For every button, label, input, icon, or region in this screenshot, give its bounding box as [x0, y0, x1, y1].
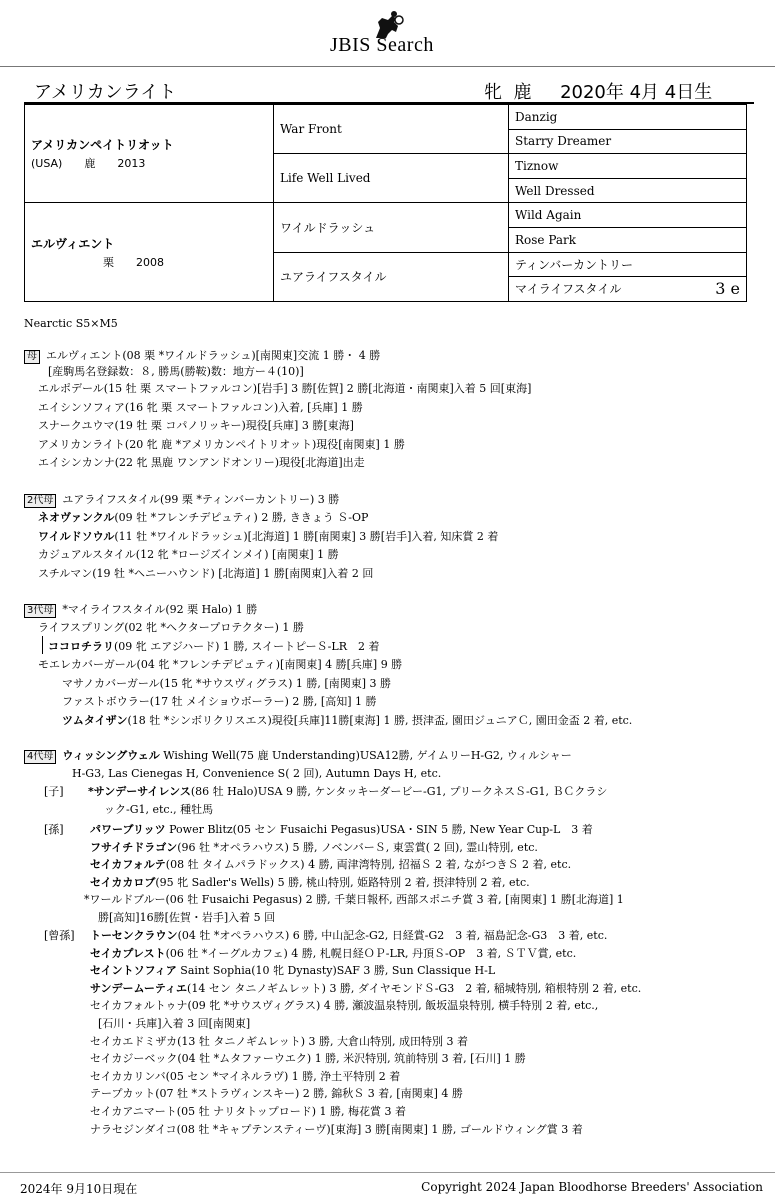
g3-tag: 3代母 [24, 604, 56, 618]
header-divider [0, 66, 775, 67]
sire-cell[interactable] [25, 105, 274, 203]
ggs-cell[interactable]: Well Dressed [509, 178, 747, 203]
grandchild-name[interactable]: セイカフォルテ [90, 858, 166, 872]
grandchild-name[interactable]: フサイチドラゴン [90, 840, 178, 854]
g3-progeny-item [62, 713, 632, 729]
child-line [88, 784, 607, 800]
ggchild-item [98, 1016, 250, 1032]
ggs-cell[interactable] [509, 277, 747, 302]
ggchild-item [90, 1086, 463, 1102]
dam-progeny-item [38, 455, 365, 471]
grandchild-name[interactable]: セイカカロブ [90, 875, 156, 889]
g2-progeny-item-rest: (09 牡 *フレンチデピュティ) 2 勝, ききょう Ｓ-OP [114, 511, 369, 524]
g2-progeny-item-name[interactable]: ワイルドソウル [38, 529, 115, 543]
g4-line [24, 748, 572, 764]
pedigree-table [24, 104, 747, 302]
dam-progeny-item [38, 418, 354, 434]
dam-tag: 母 [24, 350, 40, 364]
child-label: [子] [44, 785, 64, 798]
dam-info: 栗 2008 [103, 255, 164, 269]
g2-line [24, 492, 339, 508]
ggs-cell[interactable]: Rose Park [509, 227, 747, 252]
grandsire-cell[interactable]: War Front [274, 105, 509, 154]
ggchild-item [90, 1069, 400, 1085]
ggchild-rest: [石川・兵庫]入着 3 回[南関東] [98, 1017, 251, 1030]
horse-sex: 牝 [484, 82, 502, 103]
dam-sire-cell[interactable]: ワイルドラッシュ [274, 203, 509, 252]
dam-progeny-item-text: エルポデール(15 牡 栗 スマートファルコン)[岩手] 3 勝[佐賀] 2 勝[北海道・南関東]入着 5 回[東海] [38, 382, 532, 395]
ggchild-item [90, 1034, 468, 1050]
horse-meta [484, 78, 712, 104]
ggs-name: マイライフスタイル [515, 281, 622, 296]
ggchild-item [90, 998, 598, 1014]
footer-date: 2024年 9月10日現在 [20, 1182, 138, 1196]
sire-info: (USA) 鹿 2013 [31, 157, 146, 171]
g2-progeny-item [38, 547, 339, 563]
g3-progeny-item-rest: マサノカバーガール(15 牝 *サウスヴィグラス) 1 勝, [南関東] 3 勝 [62, 676, 391, 690]
child-name: *サンデーサイレンス [88, 785, 191, 798]
ggchild-name[interactable]: サンデームーティエ [90, 981, 188, 995]
g2-progeny-item-rest: カジュアルスタイル(12 牝 *ロージズインメイ) [南関東] 1 勝 [38, 548, 339, 561]
g3-progeny-item [38, 657, 402, 673]
g3-progeny-item [38, 620, 304, 636]
grandchild-rest: Power Blitz(05 セン Fusaichi Pegasus)USA・SIN 5 勝, New Year Cup-L 3 着 [165, 823, 593, 836]
g4-name: ウィッシングウェル [62, 749, 160, 762]
grandchild-rest: *ワールドブルー(06 牡 Fusaichi Pegasus) 2 勝, 千葉日報杯, 西部スポニチ賞 3 着, [南関東] 1 勝[北海道] 1 [84, 893, 624, 907]
tree-line [42, 636, 43, 654]
dam-line [24, 348, 380, 364]
g3-line [24, 602, 257, 618]
dam-progeny-item [38, 437, 405, 453]
ggchild-rest: セイカフォルトゥナ(09 牝 *サウスヴィグラス) 4 勝, 瀬波温泉特別, 飯坂温泉特別, 横手特別 2 着, etc., [90, 999, 599, 1013]
g4-tag: 4代母 [24, 750, 56, 764]
dam-sub: [産駒馬名登録数：８, 勝馬(勝鞍)数：地方ー４(10)] [48, 365, 304, 378]
ggchild-label: [曾孫] [44, 929, 75, 942]
g3-progeny-item-rest: ファストボウラー(17 牡 メイショウボーラー) 2 勝, [高知] 1 勝 [62, 695, 377, 709]
sire-name: アメリカンペイトリオット [31, 138, 174, 153]
jbis-logo[interactable] [330, 8, 460, 54]
ggchild-rest: セイカジーベック(04 牡 *ムタファーウエク) 1 勝, 米沢特別, 筑前特別 3 着, [石川] 1 勝 [90, 1052, 526, 1066]
ggs-cell[interactable]: Tiznow [509, 154, 747, 179]
dam-progeny-item-text: エイシンソフィア(16 牝 栗 スマートファルコン)入着, [兵庫] 1 勝 [38, 400, 363, 414]
g3-line-text: *マイライフスタイル(92 栗 Halo) 1 勝 [62, 603, 258, 616]
grandchild-item [90, 840, 538, 856]
g2-progeny-item-rest: スチルマン(19 牡 *ヘニーハウンド) [北海道] 1 勝[南関東]入着 2 回 [38, 566, 374, 580]
ggchild-rest: テープカット(07 牡 *ストラヴィンスキー) 2 勝, 錦秋Ｓ 3 着, [南関東] 4 勝 [90, 1087, 463, 1101]
dam-name: エルヴィエント [31, 236, 115, 251]
g3-progeny-item-rest: モエレカバーガール(04 牝 *フレンチデピュティ)[南関東] 4 勝[兵庫] 9 勝 [38, 658, 403, 672]
grandchild-rest: (95 牝 Sadler's Wells) 5 勝, 桃山特別, 姫路特別 2 着, 摂津特別 2 着, etc. [155, 875, 530, 889]
granddam-cell[interactable]: Life Well Lived [274, 154, 509, 203]
ggchild-item [90, 946, 576, 962]
g2-line-text: ユアライフスタイル(99 栗 *ティンバーカントリー) 3 勝 [62, 493, 340, 506]
dam-progeny-item-text: アメリカンライト(20 牝 鹿 *アメリカンペイトリオット)現役[南関東] 1 勝 [38, 437, 405, 451]
grandchild-name[interactable]: パワーブリッツ [90, 823, 166, 836]
ggs-cell[interactable]: Starry Dreamer [509, 129, 747, 154]
ggchild-rest: (06 牡 *イーグルカフェ) 4 勝, 札幌日経ＯＰ-LR, 丹頂Ｓ-OP 3 着, ＳＴＶ賞, etc. [165, 946, 577, 960]
ggs-cell[interactable]: ティンバーカントリー [509, 252, 747, 277]
logo-text: JBIS Search [330, 34, 434, 56]
ggchild-item [90, 1051, 526, 1067]
g2-progeny-item [38, 529, 498, 545]
ggs-cell[interactable]: Wild Again [509, 203, 747, 228]
inbreeding-line: Nearctic S5×M5 [24, 317, 118, 330]
ggchild-item [90, 981, 641, 997]
grandchild-item [84, 892, 624, 908]
grandchild-label: [孫] [44, 823, 64, 836]
grandchild-item [90, 822, 593, 838]
g2-progeny-item-rest: (11 牡 *ワイルドラッシュ)[北海道] 1 勝[南関東] 3 勝[岩手]入着, 知床賞 2 着 [114, 529, 499, 543]
dam-progeny-item-text: スナークユウマ(19 牡 栗 コパノリッキー)現役[兵庫] 3 勝[東海] [38, 419, 354, 432]
ggchild-rest: (14 セン タニノギムレット) 3 勝, ダイヤモンドＳ-G3 2 着, 稲城特別, 箱根特別 2 着, etc. [187, 981, 642, 995]
dam-cell[interactable] [25, 203, 274, 301]
g3-progeny-item [62, 694, 376, 710]
g3-progeny-item [48, 639, 380, 655]
grandchild-item [98, 910, 275, 926]
ggchild-name[interactable]: セイカプレスト [90, 946, 166, 960]
g4-rest: Wishing Well(75 鹿 Understanding)USA12勝, ゲイムリーH-G2, ウィルシャー [163, 749, 572, 762]
ggchild-rest: セイカカリンバ(05 セン *マイネルラヴ) 1 勝, 浄土平特別 2 着 [90, 1069, 401, 1083]
ggchild-name[interactable]: トーセンクラウン [90, 929, 178, 942]
footer-copyright: Copyright 2024 Japan Bloodhorse Breeders' Association [421, 1180, 763, 1194]
grandchild-rest: (96 牡 *オペラハウス) 5 勝, ノベンバーＳ, 東雲賞( 2 回), 霊山特別, etc. [177, 840, 538, 854]
ggchild-item [90, 928, 607, 944]
ggchild-rest: ナラセジンダイコ(08 牡 *キャプテンスティーヴ)[東海] 3 勝[南関東] 1 勝, ゴールドウィング賞 3 着 [90, 1122, 583, 1136]
inbreed-code: 3 e [715, 278, 740, 298]
ggchild-item [90, 963, 495, 979]
footer-rule [0, 1172, 775, 1173]
child-rest: (86 牡 Halo)USA 9 勝, ケンタッキーダービー-G1, プリークネスＳ-G1, ＢＣクラシ [190, 785, 608, 798]
dam-progeny-item [38, 400, 363, 416]
ggchild-item [90, 1122, 583, 1138]
g3-progeny-item-rest: (18 牡 *シンボリクリスエス)現役[兵庫]11勝[東海] 1 勝, 摂津盃, 園田ジュニアＣ, 園田金盃 2 着, etc. [127, 714, 633, 727]
grandchild-rest: 勝[高知]16勝[佐賀・岩手]入着 5 回 [98, 911, 276, 924]
ggchild-item [90, 1104, 406, 1120]
dam-progeny-item [38, 381, 531, 397]
ggchild-rest: Saint Sophia(10 牝 Dynasty)SAF 3 勝, Sun Classique H-L [176, 964, 496, 978]
horse-birthdate: 2020年 4月 4日生 [560, 82, 713, 103]
dam-dam-cell[interactable]: ユアライフスタイル [274, 252, 509, 301]
g2-tag: 2代母 [24, 494, 56, 508]
g2-progeny-item [38, 510, 368, 526]
g2-progeny-item-name[interactable]: ネオヴァンクル [38, 511, 115, 524]
ggchild-rest: (04 牡 *オペラハウス) 6 勝, 中山記念-G2, 日経賞-G2 3 着, 福島記念-G3 3 着, etc. [177, 929, 608, 942]
ggchild-rest: セイカアニマート(05 牡 ナリタトップロード) 1 勝, 梅花賞 3 着 [90, 1105, 407, 1118]
grandchild-item [90, 857, 571, 873]
g2-progeny-item [38, 566, 373, 582]
g3-progeny-item-name[interactable]: ツムタイザン [62, 714, 128, 727]
g3-progeny-item-rest: (09 牝 エアジハード) 1 勝, スイートピーＳ-LR 2 着 [114, 639, 380, 653]
ggchild-rest: セイカエドミザカ(13 牡 タニノギムレット) 3 勝, 大倉山特別, 成田特別 3 着 [90, 1034, 469, 1048]
grandchild-item [90, 875, 530, 891]
horse-color: 鹿 [513, 82, 532, 103]
g4-rest2: H-G3, Las Cienegas H, Convenience S( 2 回), Autumn Days H, etc. [72, 767, 442, 780]
g3-progeny-item [62, 676, 391, 692]
horse-name: アメリカンライト [34, 82, 177, 103]
dam-line-text: エルヴィエント(08 栗 *ワイルドラッシュ)[南関東]交流 1 勝・ 4 勝 [46, 349, 381, 362]
grandchild-rest: (08 牡 タイムパラドックス) 4 勝, 両津湾特別, 招福Ｓ 2 着, ながつきＳ 2 着, etc. [165, 858, 572, 872]
ggchild-name[interactable]: セイントソフィア [90, 964, 177, 978]
dam-progeny-item-text: エイシンカンナ(22 牝 黒鹿 ワンアンドオンリー)現役[北海道]出走 [38, 456, 365, 469]
g3-progeny-item-name[interactable]: ココロチラリ [48, 639, 114, 653]
child-rest2: ック-G1, etc., 種牡馬 [104, 803, 214, 816]
ggs-cell[interactable]: Danzig [509, 105, 747, 130]
g3-progeny-item-rest: ライフスプリング(02 牝 *ヘクタープロテクター) 1 勝 [38, 621, 304, 634]
